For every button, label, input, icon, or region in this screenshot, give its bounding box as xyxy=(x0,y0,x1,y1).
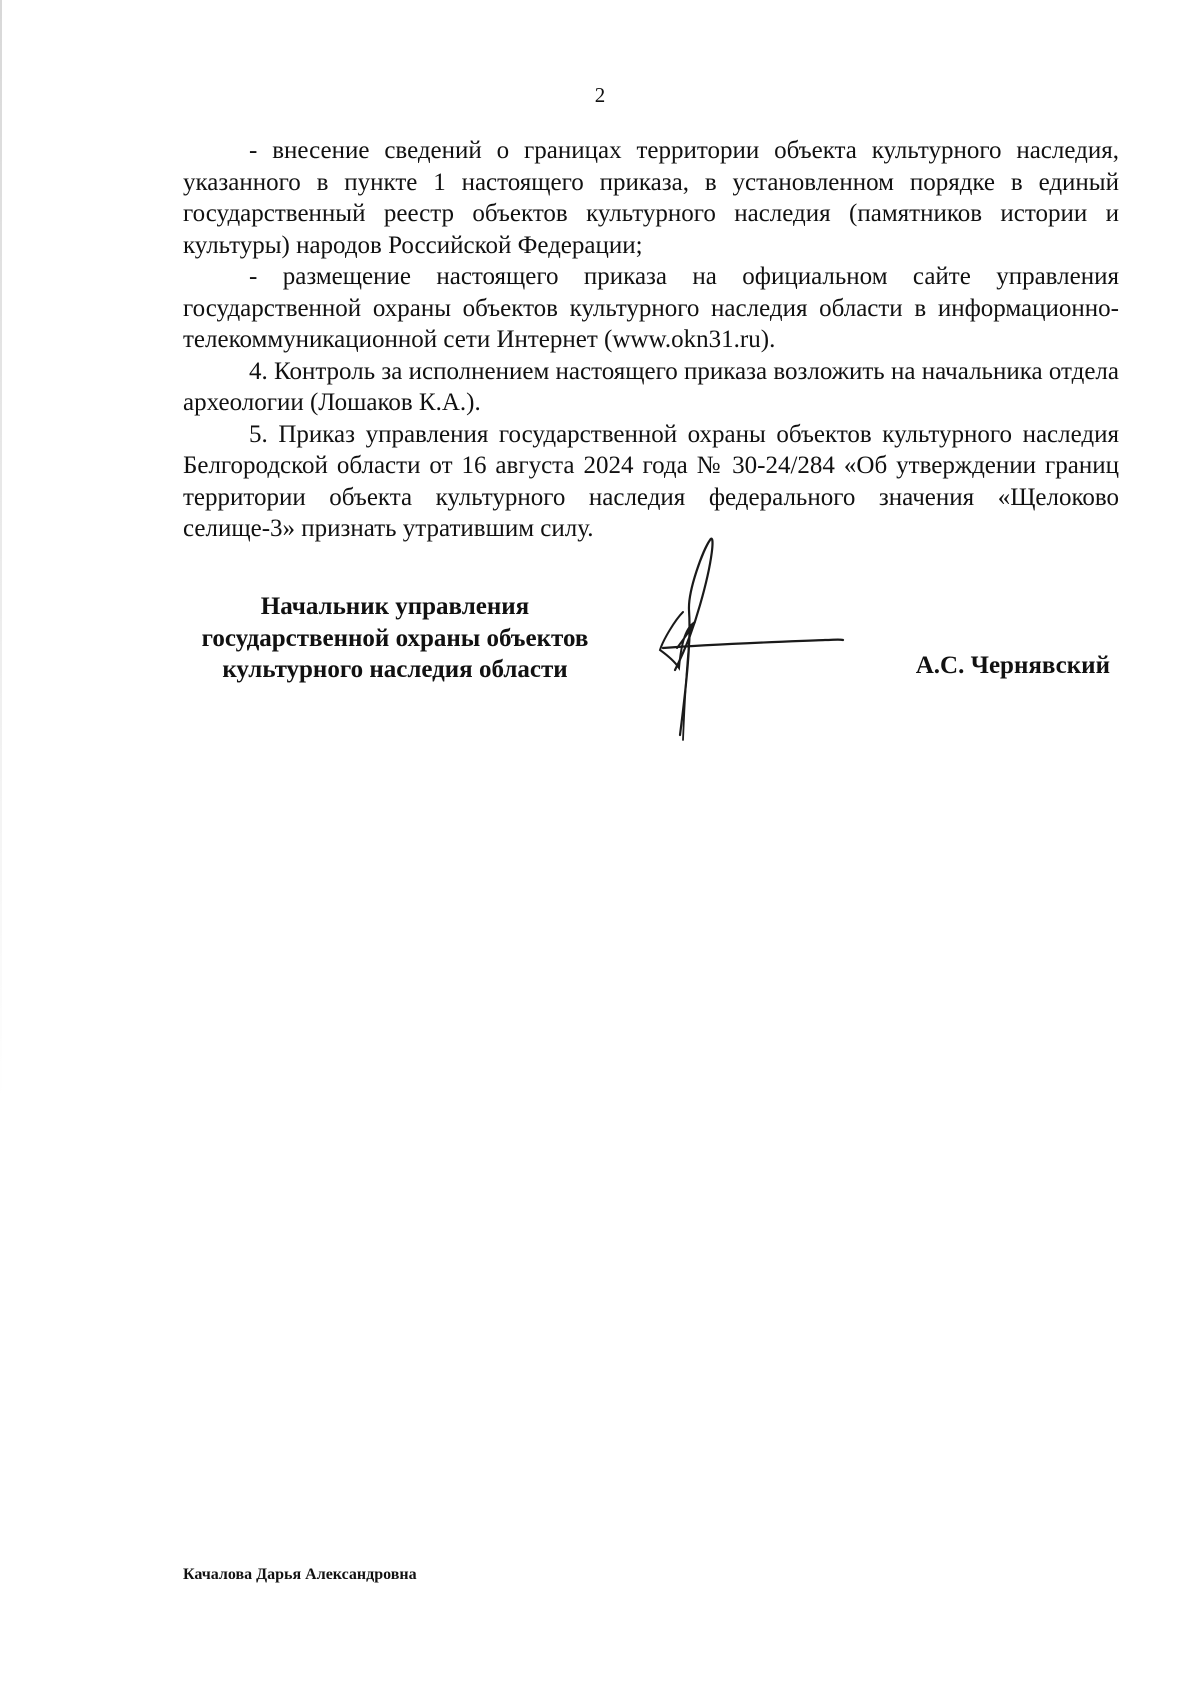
position-line: культурного наследия области xyxy=(222,656,568,683)
paragraph-website-publication: - размещение настоящего приказа на официальном сайте управления государственной охраны объектов культурного наследия области в информационно-телекоммуникационной сети Интернет (www.okn31.ru). xyxy=(183,263,1119,353)
page-number: 2 xyxy=(594,83,606,107)
document-body xyxy=(183,135,1119,545)
position-line: государственной охраны объектов xyxy=(201,624,589,652)
handwritten-signature xyxy=(655,530,885,750)
executor-name: Качалова Дарья Александровна xyxy=(183,1566,417,1583)
position-line: Начальник управления xyxy=(260,593,530,620)
signer-name: А.С. Чернявский xyxy=(915,652,1110,679)
paragraph-repeal: 5. Приказ управления государственной охраны объектов культурного наследия Белгородской области от 16 августа 2024 года № 30-24/284 «Об утверждении границ территории объекта культурного наследия федерального значения «Щелоково селище-3» признать утратившим силу. xyxy=(183,420,1119,542)
paragraph-registry-entry: - внесение сведений о границах территории объекта культурного наследия, указанного в пункте 1 настоящего приказа, в установленном порядке в единый государственный реестр объектов культурного наследия (памятников истории и культуры) народов Российской Федерации; xyxy=(183,137,1119,259)
signatory-position xyxy=(170,591,620,686)
scan-edge-shadow xyxy=(0,0,2,1100)
paragraph-control: 4. Контроль за исполнением настоящего приказа возложить на начальника отдела археологии (Лошаков К.А.). xyxy=(183,357,1119,416)
